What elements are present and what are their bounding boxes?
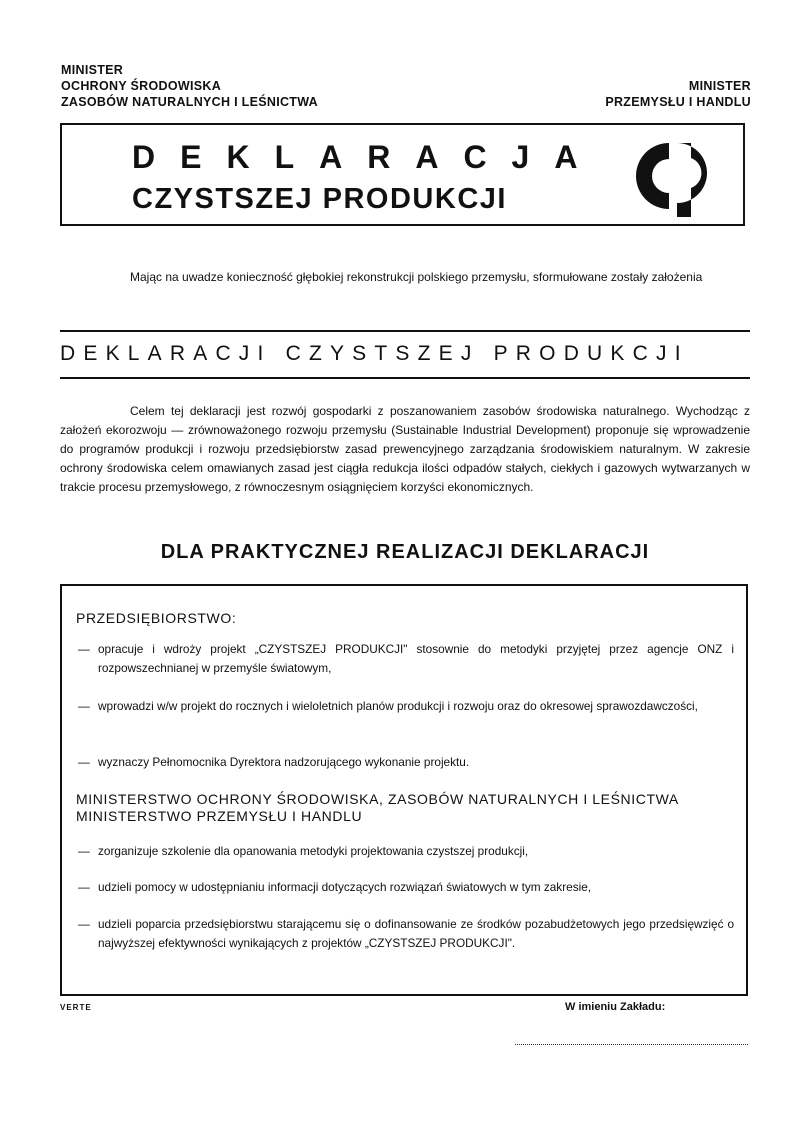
header-right-line-2: PRZEMYSŁU I HANDLU xyxy=(605,95,751,109)
title-line-2: CZYSTSZEJ PRODUKCJI xyxy=(132,183,507,215)
ministries-item-1 xyxy=(78,842,734,861)
dash-marker: — xyxy=(78,880,90,894)
header-right xyxy=(605,78,751,110)
enterprise-item-3-text: wyznaczy Pełnomocnika Dyrektora nadzorującego wykonanie projektu. xyxy=(98,755,470,769)
enterprise-item-2 xyxy=(78,697,734,716)
dash-marker: — xyxy=(78,844,90,858)
enterprise-item-1 xyxy=(78,640,734,678)
header-left-line-2: OCHRONY ŚRODOWISKA xyxy=(61,79,222,93)
ministries-item-2 xyxy=(78,878,734,897)
ministries-item-3-text: udzieli poparcia przedsiębiorstwu starającemu się o dofinansowanie ze środków pozabudżetowych jego przedsięwzięć o najwyższej efektywności wynikających z projektów „CZYSTSZEJ PRODUKCJI". xyxy=(98,917,734,950)
rule-top xyxy=(60,330,750,332)
realizacja-title: DLA PRAKTYCZNEJ REALIZACJI DEKLARACJI xyxy=(160,541,650,563)
title-box xyxy=(60,123,745,226)
verte-label: VERTE xyxy=(60,1003,92,1012)
enterprise-heading: PRZEDSIĘBIORSTWO: xyxy=(76,610,237,626)
dash-marker: — xyxy=(78,642,90,656)
enterprise-item-1-text: opracuje i wdroży projekt „CZYSTSZEJ PRODUKCJI" stosownie do metodyki przyjętej przez agencje ONZ i rozpowszechnianej w przemyśle światowym, xyxy=(98,642,734,675)
dash-marker: — xyxy=(78,699,90,713)
title-line-1: DEKLARACJA xyxy=(132,139,603,175)
ministries-item-3 xyxy=(78,915,734,953)
rule-bottom xyxy=(60,377,750,379)
ministries-item-1-text: zorganizuje szkolenie dla opanowania metodyki projektowania czystszej produkcji, xyxy=(98,844,529,858)
ministries-heading-1: MINISTERSTWO OCHRONY ŚRODOWISKA, ZASOBÓW NATURALNYCH I LEŚNICTWA xyxy=(76,791,679,807)
signature-label: W imieniu Zakładu: xyxy=(565,1001,666,1013)
header-left xyxy=(61,62,318,110)
signature-line xyxy=(515,1044,748,1045)
obligations-box xyxy=(60,584,748,996)
header-left-line-3: ZASOBÓW NATURALNYCH I LEŚNICTWA xyxy=(61,95,318,109)
body-paragraph: Celem tej deklaracji jest rozwój gospodarki z poszanowaniem zasobów środowiska naturalnego. Wychodząc z założeń ekorozwoju — zrównoważonego rozwoju przemysłu (Sustainable Industrial Development) proponuje się wprowadzenie do programów produkcji i rozwoju przedsiębiorstw zasad prewencyjnego zarządzania środowiskiem naturalnym. W zakresie ochrony środowiska celem omawianych zasad jest ciągła redukcja ilości odpadów stałych, ciekłych i gazowych wytwarzanych w trakcie procesu przemysłowego, z równoczesnym osiągnięciem korzyści ekonomicznych. xyxy=(60,404,750,494)
intro-paragraph: Mając na uwadze konieczność głębokiej rekonstrukcji polskiego przemysłu, sformułowane zostały założenia xyxy=(130,270,703,284)
cp-logo-icon xyxy=(633,133,715,219)
ministries-heading-2: MINISTERSTWO PRZEMYSŁU I HANDLU xyxy=(76,808,363,824)
dash-marker: — xyxy=(78,755,90,769)
dash-marker: — xyxy=(78,917,90,931)
enterprise-item-2-text: wprowadzi w/w projekt do rocznych i wieloletnich planów produkcji i rozwoju oraz do okresowej sprawozdawczości, xyxy=(98,699,698,713)
header-right-line-1: MINISTER xyxy=(688,79,751,93)
section-title: DEKLARACJI CZYSTSZEJ PRODUKCJI xyxy=(60,342,689,365)
ministries-item-2-text: udzieli pomocy w udostępnianiu informacji dotyczących rozwiązań światowych w tym zakresie, xyxy=(98,880,592,894)
enterprise-item-3 xyxy=(78,753,734,772)
header-left-line-1: MINISTER xyxy=(61,63,124,77)
